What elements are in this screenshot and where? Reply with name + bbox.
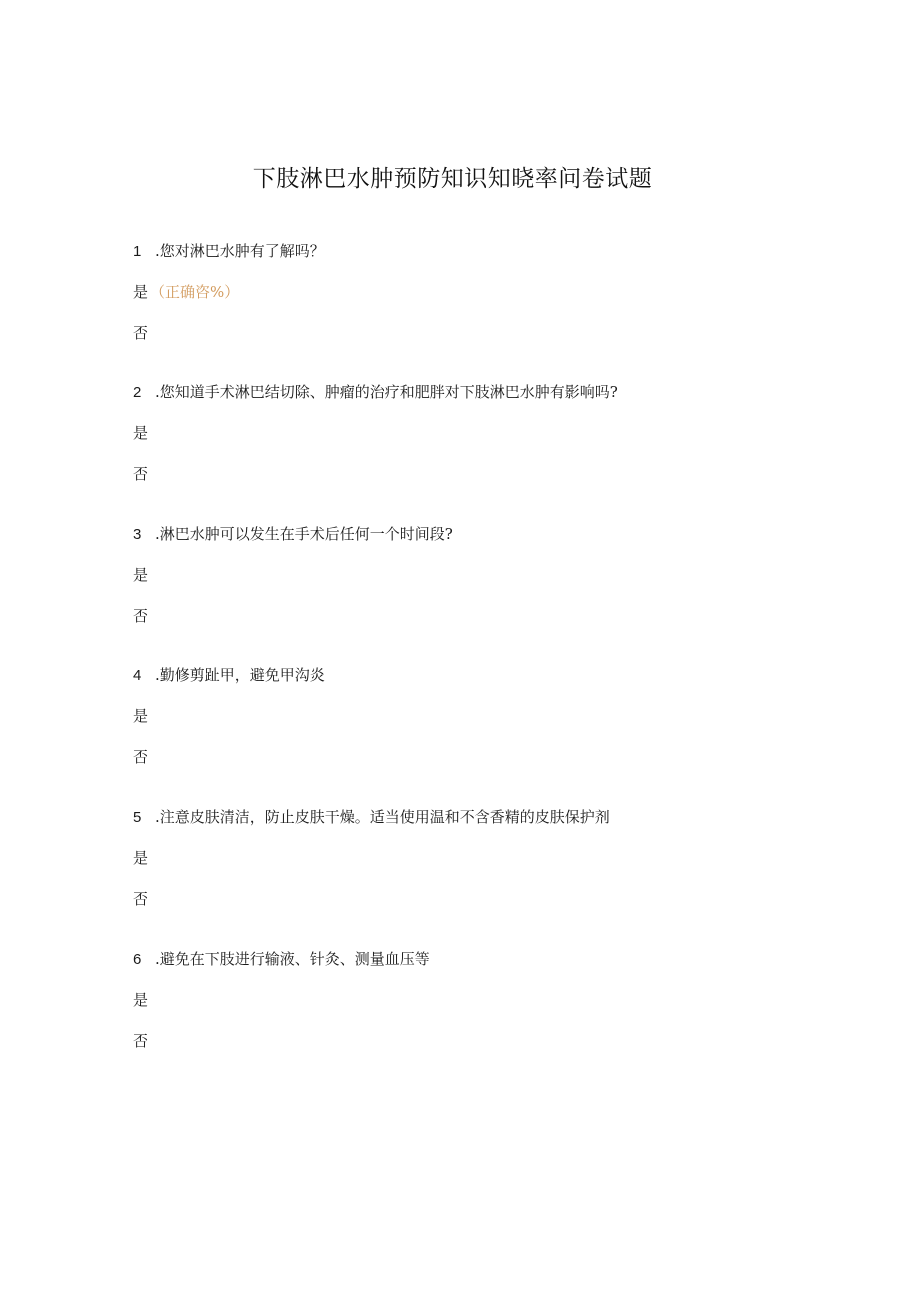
option-label: 是 [133, 566, 149, 584]
question-text: .您知道手术淋巴结切除、肿瘤的治疗和肥胖对下肢淋巴水肿有影响吗? [155, 383, 618, 401]
option-no[interactable] [133, 463, 833, 485]
question-text: .您对淋巴水肿有了解吗？ [155, 242, 325, 260]
option-yes[interactable] [133, 564, 833, 586]
question-number: 2 [133, 384, 142, 401]
option-yes[interactable] [133, 422, 833, 444]
option-yes[interactable] [133, 989, 833, 1011]
answer-note: （正确咨%） [150, 283, 240, 301]
question-number: 5 [133, 809, 142, 826]
option-label: 否 [133, 1032, 149, 1050]
option-no[interactable] [133, 1030, 833, 1052]
question-3 [133, 523, 833, 627]
question-text: .注意皮肤清洁，防止皮肤干燥。适当使用温和不含香精的皮肤保护剂 [155, 808, 610, 826]
question-2 [133, 381, 833, 485]
option-label: 是 [133, 283, 149, 301]
question-text: .避免在下肢进行输液、针灸、测量血压等 [155, 950, 430, 968]
question-number: 4 [133, 667, 142, 684]
question-text: .淋巴水肿可以发生在手术后任何一个时间段? [155, 525, 453, 543]
question-number: 1 [133, 243, 142, 260]
option-label: 否 [133, 607, 149, 625]
option-label: 否 [133, 324, 149, 342]
question-line [133, 948, 833, 970]
option-no[interactable] [133, 322, 833, 344]
question-line [133, 523, 833, 545]
question-5 [133, 806, 833, 910]
question-number: 6 [133, 951, 142, 968]
option-no[interactable] [133, 746, 833, 768]
option-yes[interactable] [133, 847, 833, 869]
question-line [133, 806, 833, 828]
option-label: 否 [133, 748, 149, 766]
question-number: 3 [133, 526, 142, 543]
option-label: 是 [133, 991, 149, 1009]
option-label: 否 [133, 465, 149, 483]
question-line [133, 381, 833, 403]
option-no[interactable] [133, 888, 833, 910]
question-line [133, 240, 833, 262]
option-yes[interactable] [133, 705, 833, 727]
question-1 [133, 240, 833, 344]
option-label: 否 [133, 890, 149, 908]
question-4 [133, 664, 833, 768]
option-yes[interactable] [133, 281, 833, 303]
option-label: 是 [133, 707, 149, 725]
question-text: .勤修剪趾甲，避免甲沟炎 [155, 666, 325, 684]
question-line [133, 664, 833, 686]
option-no[interactable] [133, 605, 833, 627]
question-6 [133, 948, 833, 1052]
document-title: 下肢淋巴水肿预防知识知晓率问卷试题 [252, 166, 653, 192]
option-label: 是 [133, 424, 149, 442]
option-label: 是 [133, 849, 149, 867]
